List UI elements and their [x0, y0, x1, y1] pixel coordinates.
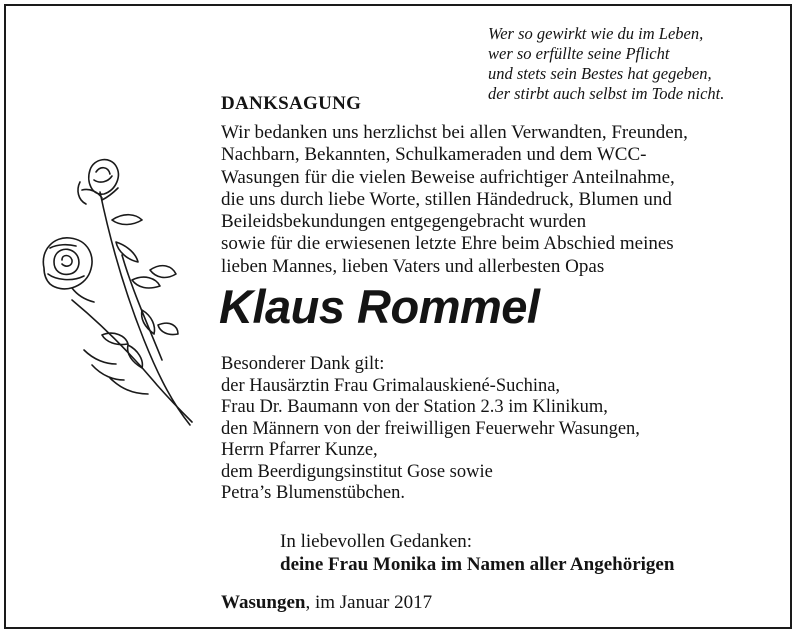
- paragraph-line: Nachbarn, Bekannten, Schulkameraden und dem WCC-: [221, 144, 647, 166]
- special-thanks-line: Petra’s Blumenstübchen.: [221, 483, 405, 503]
- verse-line: wer so erfüllte seine Pflicht: [488, 44, 670, 63]
- special-thanks-line: der Hausärztin Frau Grimalauskiené-Suchina,: [221, 375, 561, 396]
- paragraph-line: Wir bedanken uns herzlichst bei allen Verwandten, Freunden,: [221, 122, 688, 143]
- thanks-paragraph: [221, 122, 688, 278]
- verse-line: Wer so gewirkt wie du im Leben,: [488, 24, 704, 43]
- paragraph-line: Beileidsbekundungen entgegengebracht wurden: [221, 211, 587, 233]
- memorial-verse: [488, 24, 724, 104]
- notice-date: , im Januar 2017: [305, 592, 433, 613]
- verse-line: der stirbt auch selbst im Tode nicht.: [488, 84, 725, 103]
- special-thanks: [221, 354, 640, 505]
- deceased-name: Klaus Rommel: [219, 280, 540, 333]
- special-thanks-line: Herrn Pfarrer Kunze,: [221, 440, 378, 460]
- place-date: [221, 592, 432, 614]
- paragraph-line: Wasungen für die vielen Beweise aufrichtiger Anteilnahme,: [221, 166, 675, 188]
- place-town: Wasungen: [221, 592, 306, 613]
- paragraph-line: die uns durch liebe Worte, stillen Händedruck, Blumen und: [221, 188, 672, 210]
- closing-signature: deine Frau Monika im Namen aller Angehörigen: [280, 554, 675, 575]
- rose-icon: [32, 150, 202, 440]
- special-thanks-line: den Männern von der freiwilligen Feuerwehr Wasungen,: [221, 418, 640, 439]
- special-thanks-line: Frau Dr. Baumann von der Station 2.3 im Klinikum,: [221, 397, 608, 417]
- verse-line: und stets sein Bestes hat gegeben,: [488, 64, 712, 83]
- paragraph-line: sowie für die erwiesenen letzte Ehre beim Abschied meines: [221, 233, 674, 255]
- closing-block: [280, 530, 674, 576]
- notice-heading: DANKSAGUNG: [221, 93, 362, 114]
- paragraph-line: lieben Mannes, lieben Vaters und allerbesten Opas: [221, 255, 605, 277]
- special-thanks-title: Besonderer Dank gilt:: [221, 354, 385, 374]
- closing-intro: In liebevollen Gedanken:: [280, 531, 473, 552]
- special-thanks-line: dem Beerdigungsinstitut Gose sowie: [221, 461, 493, 482]
